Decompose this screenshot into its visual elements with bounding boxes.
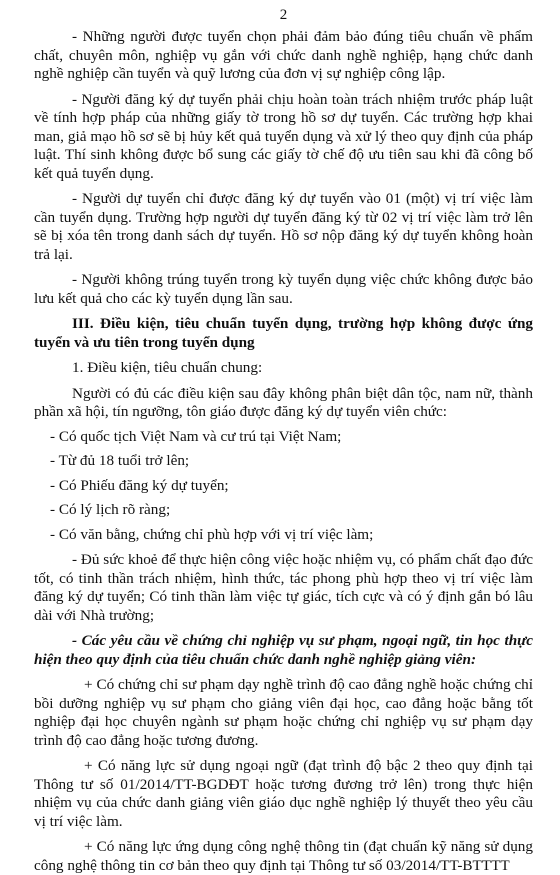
requirement-pedagogy: + Có chứng chỉ sư phạm dạy nghề trình độ cao đẳng nghề hoặc chứng chỉ bồi dưỡng nghiệp vụ sư phạm cho giảng viên đại học, cao đẳng hoặc bằng tốt nghiệp đại học chuyên ngành sư phạm hoặc chứng chỉ nghiệp vụ sư phạm dạy trình độ cao đẳng hoặc tương đương. [34,676,533,749]
page-number: 2 [279,7,288,23]
condition-item: - Có Phiếu đăng ký dự tuyển; [50,476,229,494]
paragraph-health-ethics: - Đủ sức khoẻ để thực hiện công việc hoặc nhiệm vụ, có phẩm chất đạo đức tốt, có tinh thần trách nhiệm, hình thức, tác phong phù hợp theo vị trí việc làm đăng ký dự tuyển; Có tinh thần làm việc tự giác, tích cực và có ý định gắn bó lâu dài với Nhà trường; [34,551,533,624]
section-heading: III. Điều kiện, tiêu chuẩn tuyển dụng, trường hợp không được ứng tuyển và ưu tiên trong tuyển dụng [34,315,533,351]
requirement-foreign-language: + Có năng lực sử dụng ngoại ngữ (đạt trình độ bậc 2 theo quy định tại Thông tư số 01/2014/TT-BGDĐT hoặc tương đương trở lên) trong thực hiện nhiệm vụ của chức danh giảng viên giáo dục nghề nghiệp lý thuyết theo yêu cầu vị trí việc làm. [34,757,533,830]
condition-item: - Có quốc tịch Việt Nam và cư trú tại Việt Nam; [50,427,342,445]
requirements-heading: - Các yêu cầu về chứng chỉ nghiệp vụ sư phạm, ngoại ngữ, tin học thực hiện theo quy định của tiêu chuẩn chức danh nghề nghiệp giảng viên: [34,632,533,668]
condition-item: - Từ đủ 18 tuổi trở lên; [50,452,190,469]
paragraph-no-reservation: - Người không trúng tuyển trong kỳ tuyển dụng việc chức không được bảo lưu kết quả cho các kỳ tuyển dụng lần sau. [34,271,533,307]
paragraph-selection-standards: - Những người được tuyển chọn phải đảm bảo đúng tiêu chuẩn về phẩm chất, chuyên môn, nghiệp vụ gắn với chức danh nghề nghiệp, hạng chức danh nghề nghiệp cần tuyển và quỹ lương của đơn vị sự nghiệp công lập. [34,28,533,82]
condition-item: - Có lý lịch rõ ràng; [50,501,171,518]
paragraph-eligibility-intro: Người có đủ các điều kiện sau đây không phân biệt dân tộc, nam nữ, thành phần xã hội, tín ngưỡng, tôn giáo được đăng ký dự tuyển viên chức: [34,384,533,420]
paragraph-single-position: - Người dự tuyển chỉ được đăng ký dự tuyển vào 01 (một) vị trí việc làm cần tuyển dụng. Trường hợp người dự tuyển đăng ký từ 02 vị trí việc làm trở lên sẽ bị xóa tên trong danh sách dự tuyển. Hồ sơ nộp đăng ký dự tuyển không hoàn trả lại. [34,190,533,263]
condition-item: - Có văn bằng, chứng chỉ phù hợp với vị trí việc làm; [50,525,374,543]
subsection-heading: 1. Điều kiện, tiêu chuẩn chung: [72,359,263,376]
requirement-it-skills: + Có năng lực ứng dụng công nghệ thông tin (đạt chuẩn kỹ năng sử dụng công nghệ thông tin cơ bản theo quy định tại Thông tư số 03/2014/TT-BTTTT [34,838,533,874]
paragraph-applicant-responsibility: - Người đăng ký dự tuyển phải chịu hoàn toàn trách nhiệm trước pháp luật về tính hợp pháp của những giấy tờ trong hồ sơ dự tuyển. Các trường hợp khai man, giả mạo hồ sơ sẽ bị hủy kết quả tuyển dụng và xử lý theo quy định của pháp luật. Thí sinh không được bổ sung các giấy tờ chế độ ưu tiên sau khi đã công bố kết quả tuyển dụng. [34,90,533,182]
